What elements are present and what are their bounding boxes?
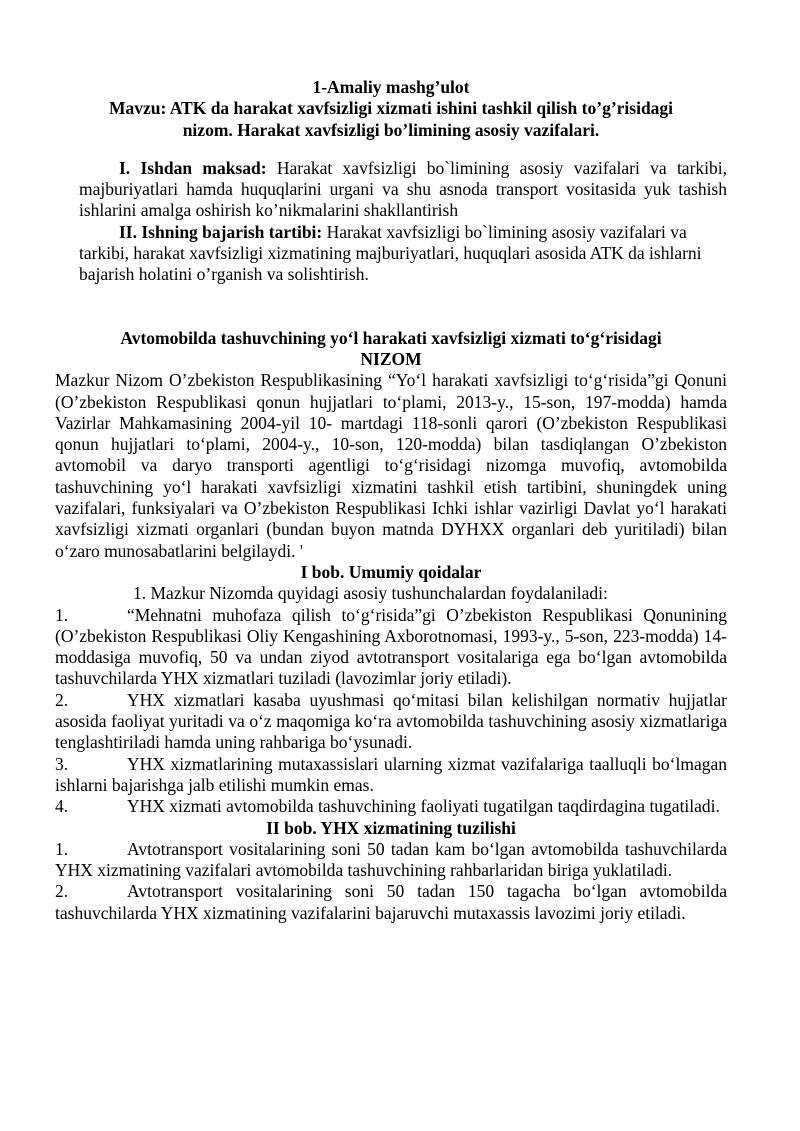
chapter-1-title: I bob. Umumiy qoidalar (300, 561, 482, 582)
chapter-2-title: II bob. YHX xizmatining tuzilishi (266, 817, 516, 838)
topic-line-1: Mavzu: ATK da harakat xavfsizligi xizmati ishini tashkil qilish to’g’risidagi (108, 98, 674, 119)
goal-paragraph (79, 158, 727, 222)
chapter-1-intro: 1. Mazkur Nizomda quyidagi asosiy tushunchalardan foydalaniladi: (133, 583, 608, 604)
list-item: 1. “Mehnatni muhofaza qilish to‘g‘risida”gi O’zbekiston Respublikasi Qonunining (O’zbekiston Respublikasi Oliy Kengashining Axborotnomasi, 1993-y., 5-son, 223-modda) 14-moddasiga muvofiq, 50 va undan ziyod avtotransport vositalariga ega bo‘lgan avtomobilda tashuvchilarda YHX xizmatlari tuziladi (lavozimlar joriy etiladi). (55, 604, 727, 689)
list-item: 2. Avtotransport vositalarining soni 50 tadan 150 tagacha bo‘lgan avtomobilda tashuvchilarda YHX xizmatining vazifalarini bajaruvchi mutaxassis lavozimi joriy etiladi. (55, 881, 727, 923)
regulation-title-line-1: Avtomobilda tashuvchining yo‘l harakati xavfsizligi xizmati to‘g‘risidagi (120, 327, 662, 348)
order-label: II. Ishning bajarish tartibi: (119, 221, 323, 242)
list-item: 2. YHX xizmatlari kasaba uyushmasi qo‘mitasi bilan kelishilgan normativ hujjatlar asosida faoliyat yuritadi va o‘z maqomiga ko‘ra avtomobilda tashuvchining asosiy xizmatlariga tenglashtiriladi hamda uning rahbariga bo‘ysunadi. (55, 689, 727, 753)
goal-text: Harakat xavfsizligi bo`limining asosiy vazifalari va tarkibi, majburiyatlari hamda huquqlarini urgani va shu asnoda transport vositasida yuk tashish ishlarini amalga oshirish ko’nikmalarini shakllantirish (79, 157, 727, 221)
order-paragraph (79, 222, 727, 286)
goal-label: I. Ishdan maksad: (119, 157, 267, 178)
document-page (55, 77, 727, 924)
topic-line-2: nizom. Harakat xavfsizligi bo’limining asosiy vazifalari. (182, 119, 600, 140)
order-text: Harakat xavfsizligi bo`limining asosiy vazifalari va tarkibi, harakat xavfsizligi xizmatining majburiyatlari, huquqlari asosida ATK da ishlarni bajarish holatini o’rganish va solishtirish. (79, 221, 702, 285)
aims-section (55, 158, 727, 286)
regulation-title-line-2: NIZOM (360, 348, 422, 369)
list-item: 1. Avtotransport vositalarining soni 50 tadan kam bo‘lgan avtomobilda tashuvchilarda YHX xizmatining vazifalari avtomobilda tashuvchining rahbarlaridan biriga yuklatiladi. (55, 838, 727, 881)
practice-title: 1-Amaliy mashg’ulot (312, 77, 470, 97)
list-item: 3. YHX xizmatlarining mutaxassislari ularning xizmat vazifalariga taalluqli bo‘lmagan ishlarni bajarishga jalb etilishi mumkin emas. (55, 753, 727, 795)
chapter-1-list (55, 605, 727, 818)
regulation-preamble: Mazkur Nizom O’zbekiston Respublikasining “Yo‘l harakati xavfsizligi to‘g‘risida”gi Qonuni (O’zbekiston Respublikasi qonun hujjatlari to‘plami, 2013-y., 15-son, 197-modda) hamda Vazirlar Mahkamasining 2004-yil 10- martdagi 118-sonli qarori (O’zbekiston Respublikasi qonun hujjatlari to‘plami, 2004-y., 10-son, 120-modda) bilan tasdiqlangan O’zbekiston avtomobil va daryo transporti agentligi to‘g‘risidagi nizomga muvofiq, avtomobilda tashuvchining yo‘l harakati xavfsizligi xizmatini tashkil etish tartibini, shuningdek uning vazifalari, funksiyalari va O’zbekiston Respublikasi Ichki ishlar vazirligi Davlat yo‘l harakati xavfsizligi xizmati organlari (bundan buyon matnda DYHXX organlari deb yuritiladi) bilan o‘zaro munosabatlarini belgilaydi. ' (55, 370, 727, 561)
chapter-2-list (55, 839, 727, 924)
list-item: 4. YHX xizmati avtomobilda tashuvchining faoliyati tugatilgan taqdirdagina tugatiladi. (55, 796, 720, 817)
